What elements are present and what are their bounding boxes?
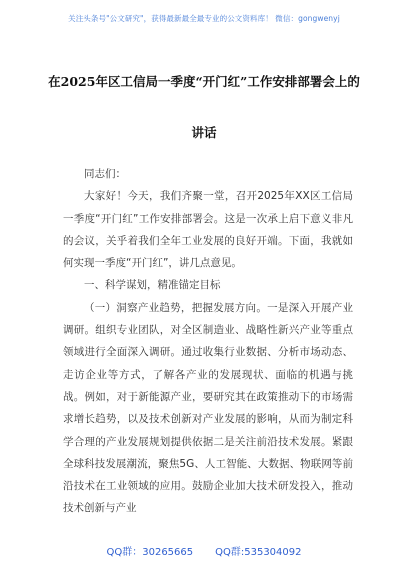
footer-qq-bar xyxy=(0,540,408,560)
paragraph: 大家好！今天，我们齐聚一堂，召开2025年XX区工信局一季度“开门红”工作安排部署会。这是一次承上启下意义非凡的会议，关乎着我们全年工业发展的良好开端。下面，我就如何实现一季度“开门红”，讲几点意见。 xyxy=(63,190,353,270)
footer-qq-group-1: QQ群：30265665 xyxy=(106,546,194,558)
document-title-line2: 讲话 xyxy=(191,125,217,140)
document-title-line1: 在2025年区工信局一季度“开门红”工作安排部署会上的 xyxy=(48,74,360,89)
document-body xyxy=(63,163,353,520)
header-notice: 关注头条号"公文研究"，获得最新最全最专业的公文资料库！ 微信：gongwenyj xyxy=(68,13,340,23)
footer-qq-group-2: QQ群:535304092 xyxy=(215,546,302,558)
header-notice-bar xyxy=(0,0,408,36)
paragraph: （一）洞察产业趋势，把握发展方向。一是深入开展产业调研。组织专业团队，对全区制造业、战略性新兴产业等重点领域进行全面深入调研。通过收集行业数据、分析市场动态、走访企业等方式，了解各产业的发展现状、面临的机遇与挑战。例如，对于新能源产业，要研究其在政策推动下的市场需求增长趋势，以及技术创新对产业发展的影响，从而为制定科学合理的产业发展规划提供依据二是关注前沿技术发展。紧跟全球科技发展潮流，聚焦5G、人工智能、大数据、物联网等前沿技术在工业领域的应用。鼓励企业加大技术研发投入，推动技术创新与产业 xyxy=(63,301,353,515)
salutation: 同志们： xyxy=(84,168,126,180)
section-heading: 一、科学谋划，精准锚定目标 xyxy=(84,279,221,292)
